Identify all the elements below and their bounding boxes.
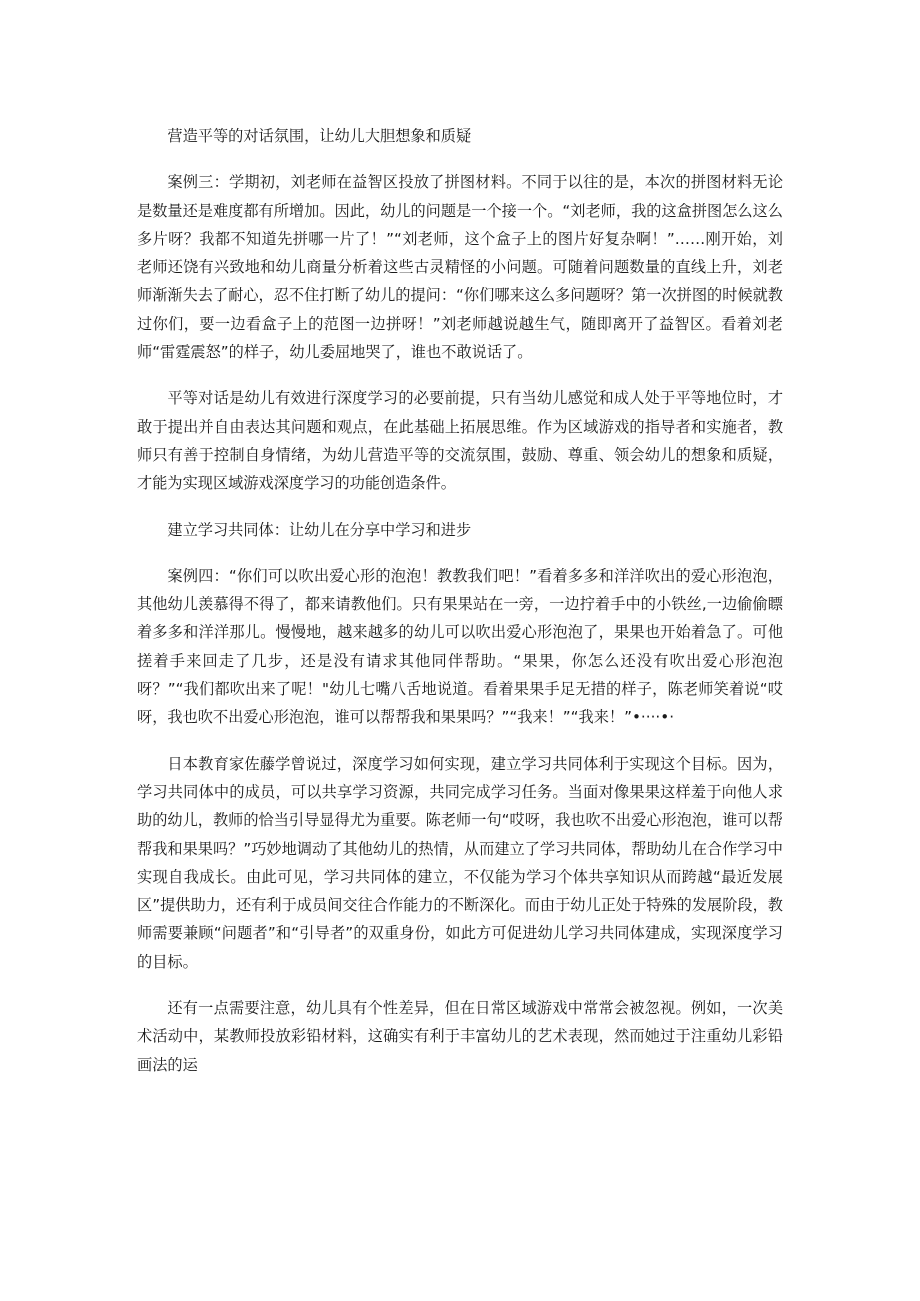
section-heading-dialogue: 营造平等的对话氛围，让幼儿大胆想象和质疑: [167, 127, 472, 145]
analysis-four-paragraph: 日本教育家佐藤学曾说过，深度学习如何实现，建立学习共同体利于实现这个目标。因为，学习共同体中的成员，可以共享学习资源，共同完成学习任务。当面对像果果这样羞于向他人求助的幼儿，教师的恰当引导显得尤为重要。陈老师一句“哎呀，我也吹不出爱心形泡泡，谁可以帮帮我和果果吗？”巧妙地调动了其他幼儿的热情，从而建立了学习共同体，帮助幼儿在合作学习中实现自我成长。由此可见，学习共同体的建立，不仅能为学习个体共享知识从而跨越“最近发展区”提供助力，还有利于成员间交往合作能力的不断深化。而由于幼儿正处于特殊的发展阶段，教师需要兼顾“问题者”和“引导者”的双重身份，如此方可促进幼儿学习共同体建成，实现深度学习的目标。: [137, 754, 783, 971]
case-four-paragraph: 案例四：“你们可以吹出爱心形的泡泡！教教我们吧！”看着多多和洋洋吹出的爱心形泡泡，其他幼儿羡慕得不得了，都来请教他们。只有果果站在一旁，一边拧着手中的小铁丝,一边偷偷瞟着多多和洋洋那儿。慢慢地，越来越多的幼儿可以吹出爱心形泡泡了，果果也开始着急了。可他搓着手来回走了几步，还是没有请求其他同伴帮助。“果果，你怎么还没有吹出爱心形泡泡呀？”“我们都吹出来了呢！"幼儿七嘴八舌地说道。看着果果手足无措的样子，陈老师笑着说“哎呀，我也吹不出爱心形泡泡，谁可以帮帮我和果果吗？”“我来！”“我来！”•····•·: [137, 566, 783, 727]
section-heading-community: 建立学习共同体：让幼儿在分享中学习和进步: [167, 520, 472, 539]
closing-paragraph: 还有一点需要注意，幼儿具有个性差异，但在日常区域游戏中常常会被忽视。例如，一次美术活动中，某教师投放彩铅材料，这确实有利于丰富幼儿的艺术表现，然而她过于注重幼儿彩铅画法的运: [137, 999, 783, 1074]
document-body: [137, 122, 783, 1097]
analysis-three-paragraph: 平等对话是幼儿有效进行深度学习的必要前提，只有当幼儿感觉和成人处于平等地位时，才敢于提出并自由表达其问题和观点，在此基础上拓展思维。作为区域游戏的指导者和实施者，教师只有善于控制自身情绪，为幼儿营造平等的交流氛围，鼓励、尊重、领会幼儿的想象和质疑，才能为实现区域游戏深度学习的功能创造条件。: [137, 389, 783, 493]
case-three-paragraph: 案例三：学期初，刘老师在益智区投放了拼图材料。不同于以往的是，本次的拼图材料无论是数量还是难度都有所增加。因此，幼儿的问题是一个接一个。“刘老师，我的这盒拼图怎么这么多片呀？我都不知道先拼哪一片了！”“刘老师，这个盒子上的图片好复杂啊！”……刚开始，刘老师还饶有兴致地和幼儿商量分析着这些古灵精怪的小问题。可随着问题数量的直线上升，刘老师渐渐失去了耐心，忍不住打断了幼儿的提问：“你们哪来这么多问题呀？第一次拼图的时候就教过你们，要一边看盒子上的范图一边拼呀！”刘老师越说越生气，随即离开了益智区。看着刘老师“雷霆震怒”的样子，幼儿委屈地哭了，谁也不敢说话了。: [137, 173, 783, 362]
